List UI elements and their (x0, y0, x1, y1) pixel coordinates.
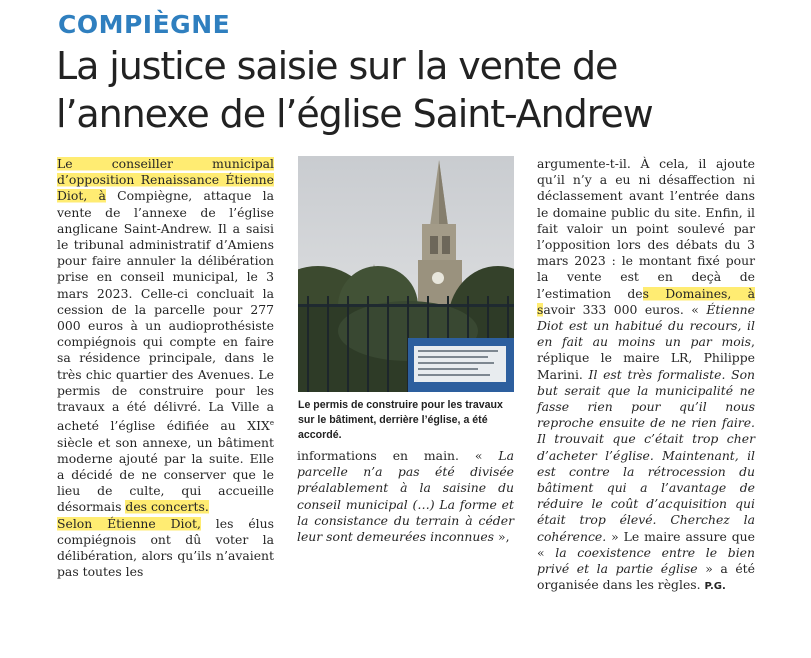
body-text: siècle et son annexe, un bâtiment moderne ajouté par la suite. Elle a décidé de ne conserver que le lieu de culte, qui accueille désormais (57, 434, 274, 515)
body-text: , réplique le maire LR, Philippe Marini. (537, 334, 755, 382)
body-text: », (494, 529, 510, 545)
body-text: informations en main. « (297, 448, 499, 463)
section-kicker: COMPIÈGNE (58, 10, 231, 39)
body-text: argumente-t-il. À cela, il ajoute qu’il n’y a eu ni désaffection ni déclassement avant l’entrée dans le domaine public du site. Enfin, il fait valoir un point soulevé par l’opposition lors des débats du 3 mars 2023 : le montant fixé pour la vente est en deçà de l’estimation de (537, 156, 755, 301)
photo-caption: Le permis de construire pour les travaux sur le bâtiment, derrière l’église, a été accordé. (298, 399, 503, 441)
quote-text: Étienne Diot est un habitué du recours, il en fait au moins un par mois (537, 301, 755, 350)
article-column-2 (297, 448, 514, 545)
body-text: Compiègne, attaque la vente de l’annexe de l’église anglicane Saint-Andrew. Il a saisi le tribunal administratif d’Amiens pour faire annuler la délibération prise en conseil municipal, le 3 mars 2023. Celle-ci concluait la cession de la parcelle pour 277 000 euros à un audioprothésiste compiégnois qui compte en faire sa résidence principale, dans le très chic quartier des Avenues. Le permis de construire pour les travaux a été délivré. La Ville a acheté l’église édifiée au XIX (57, 188, 274, 434)
paragraph-1 (57, 156, 274, 516)
superscript: e (269, 419, 274, 428)
quote-text: La parcelle n’a pas été divisée préalablement à la saisine du conseil municipal (…) La forme et la consistance du terrain à céder leur sont demeurées inconnues (297, 448, 514, 545)
paragraph-4 (537, 156, 755, 595)
author-byline: P.G. (704, 581, 726, 593)
quote-text: Il est très formaliste. Son but serait que la municipalité ne fasse rien pour qu’il nous reproche ensuite de ne rien faire. Il trouvait que c’était trop cher d’acheter l’église. Maintenant, il est contre la rétrocession du bâtiment qui a l’avantage de réduire le coût d’acquisition qui était trop élevé. Cherchez la cohérence. (537, 366, 756, 544)
highlighted-text: Le conseiller municipal d’opposition Renaissance Étienne Diot, à (57, 156, 274, 204)
highlighted-text: Selon Étienne Diot, (57, 515, 201, 531)
body-text: les élus compiégnois ont dû voter la délibération, alors qu’ils n’avaient pas toutes les (57, 515, 274, 580)
quote-text: la coexistence entre le bien privé et la partie église (537, 544, 755, 577)
article-headline: La justice saisie sur la vente de l’annexe de l’église Saint-Andrew (56, 44, 653, 136)
article-column-3 (537, 156, 755, 595)
paragraph-2 (57, 516, 274, 581)
body-text: » Le maire assure que « (537, 528, 755, 560)
body-text: » a été organisée dans les règles. (537, 561, 755, 593)
article-column-1 (57, 156, 274, 580)
church-photo (298, 156, 514, 392)
body-text: avoir 333 000 euros. « (543, 301, 707, 317)
paragraph-3 (297, 448, 514, 545)
highlighted-text: des concerts. (125, 499, 209, 515)
highlighted-text: s Domaines, à s (537, 285, 755, 317)
